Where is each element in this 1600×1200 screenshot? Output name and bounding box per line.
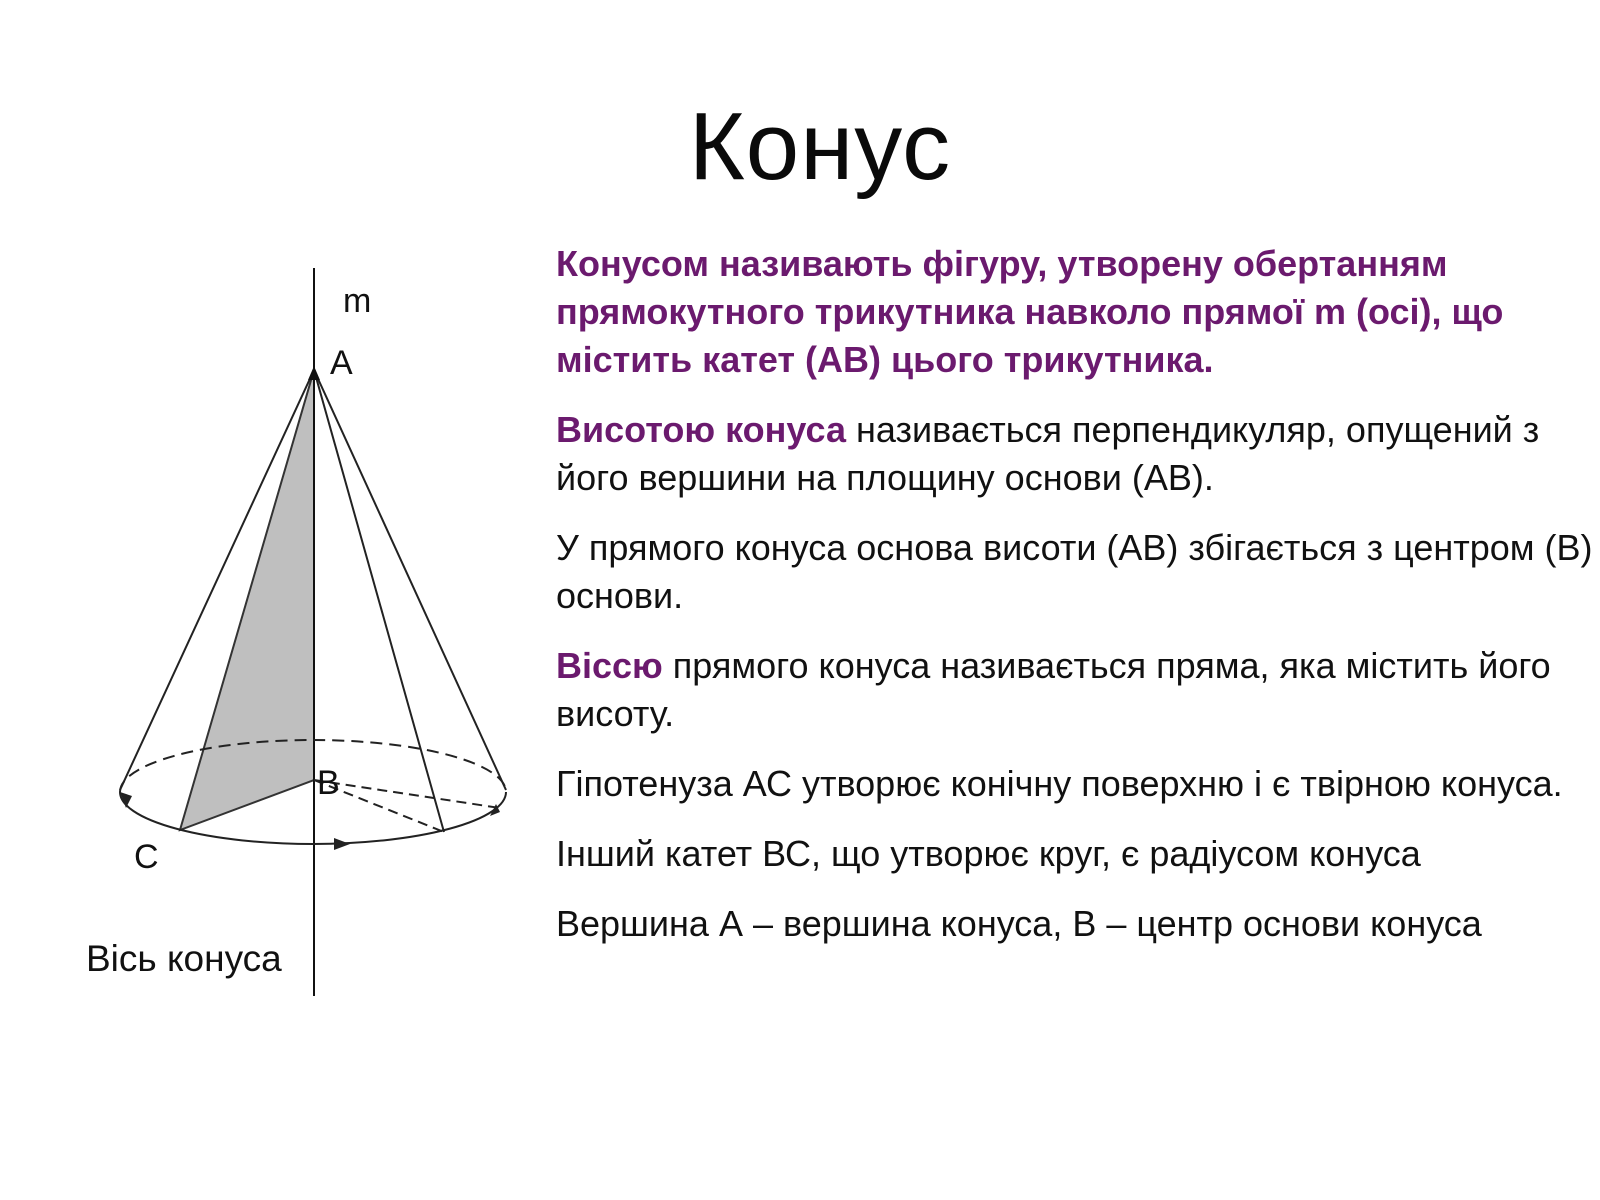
slide-title: Конус (688, 93, 952, 200)
definitions (556, 240, 1596, 970)
radius-note: Інший катет ВС, що утворює круг, є радіусом конуса (556, 833, 1421, 874)
cone-diagram (60, 260, 540, 1030)
hypotenuse-note: Гіпотенуза АС утворює конічну поверхню і є твірною конуса. (556, 763, 1563, 804)
shaded-triangle (180, 370, 314, 830)
label-c: C (134, 838, 159, 876)
label-m: m (343, 282, 372, 320)
generatrix-right (314, 370, 506, 790)
definition-height-text: називається перпендикуляр, опущений з його вершини на площину основи (АВ). (556, 409, 1540, 498)
axis-caption: Вісь конуса (86, 938, 282, 979)
definition-cone: Конусом називають фігуру, утворену обертанням прямокутного трикутника навколо прямої m (осі), що містить катет (АВ) цього трикутника. (556, 243, 1504, 380)
generatrix-inner (314, 370, 444, 832)
right-cone-note: У прямого конуса основа висоти (АВ) збігається з центром (В) основи. (556, 527, 1593, 616)
vertex-note: Вершина А – вершина конуса, В – центр основи конуса (556, 903, 1482, 944)
arrow-front (334, 838, 350, 850)
definition-axis (556, 642, 1596, 738)
label-a: A (330, 344, 353, 382)
term-height: Висотою конуса (556, 409, 847, 450)
radius-dashed-1 (314, 780, 500, 808)
apex-tip (308, 366, 320, 380)
label-b: B (317, 764, 340, 802)
cone-svg (60, 260, 540, 1030)
definition-height (556, 406, 1596, 502)
definition-axis-text: прямого конуса називається пряма, яка містить його висоту. (556, 645, 1551, 734)
term-axis: Віссю (556, 645, 663, 686)
